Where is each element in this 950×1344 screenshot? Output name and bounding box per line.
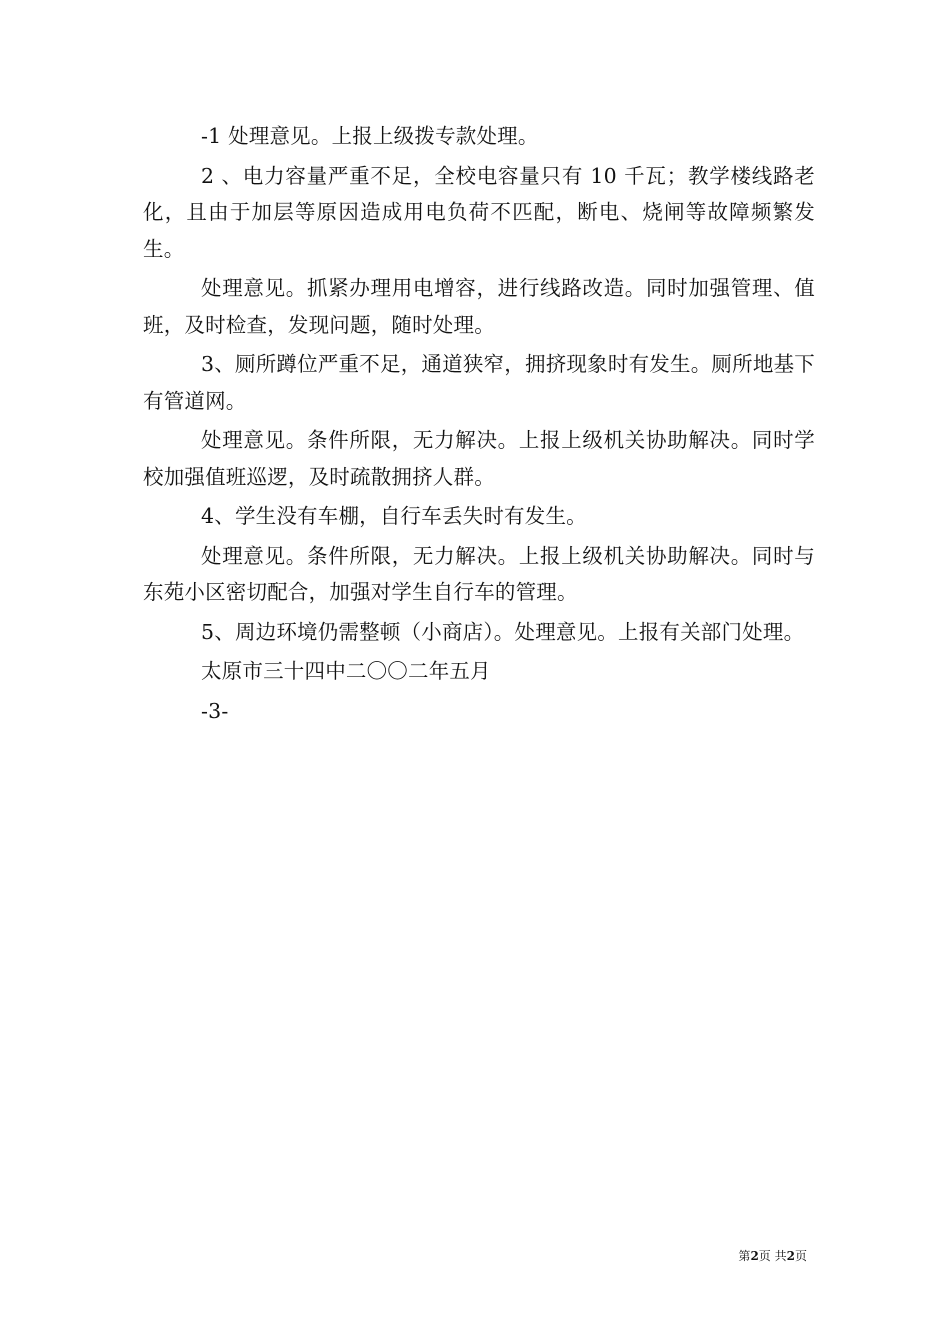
page-marker: -3- <box>201 698 229 723</box>
paragraph-1: -1 处理意见。上报上级拨专款处理。 <box>201 124 539 148</box>
paragraph-6: 4、学生没有车棚，自行车丢失时有发生。 <box>201 504 587 528</box>
paragraph-7: 处理意见。条件所限，无力解决。上报上级机关协助解决。同时与东苑小区密切配合，加强对学生自行车的管理。 <box>143 543 815 604</box>
footer-total-pages: 2 <box>786 1249 795 1263</box>
paragraph-4: 3、厕所蹲位严重不足，通道狭窄，拥挤现象时有发生。厕所地基下有管道网。 <box>143 352 815 413</box>
page-number-footer <box>738 1248 807 1264</box>
footer-prefix: 第 <box>738 1249 751 1263</box>
signature-line: 太原市三十四中二〇〇二年五月 <box>201 659 491 683</box>
paragraph-8: 5、周边环境仍需整顿（小商店）。处理意见。上报有关部门处理。 <box>201 619 805 644</box>
footer-middle: 页 共 <box>758 1249 787 1263</box>
footer-suffix: 页 <box>794 1249 807 1263</box>
document-body <box>143 118 815 732</box>
paragraph-2: 2 、电力容量严重不足，全校电容量只有 10 千瓦；教学楼线路老化，且由于加层等原因造成用电负荷不匹配，断电、烧闸等故障频繁发生。 <box>143 163 815 261</box>
paragraph-5: 处理意见。条件所限，无力解决。上报上级机关协助解决。同时学校加强值班巡逻，及时疏散拥挤人群。 <box>143 428 815 489</box>
paragraph-3: 处理意见。抓紧办理用电增容，进行线路改造。同时加强管理、值班，及时检查，发现问题，随时处理。 <box>143 276 815 337</box>
footer-current-page: 2 <box>750 1249 759 1263</box>
